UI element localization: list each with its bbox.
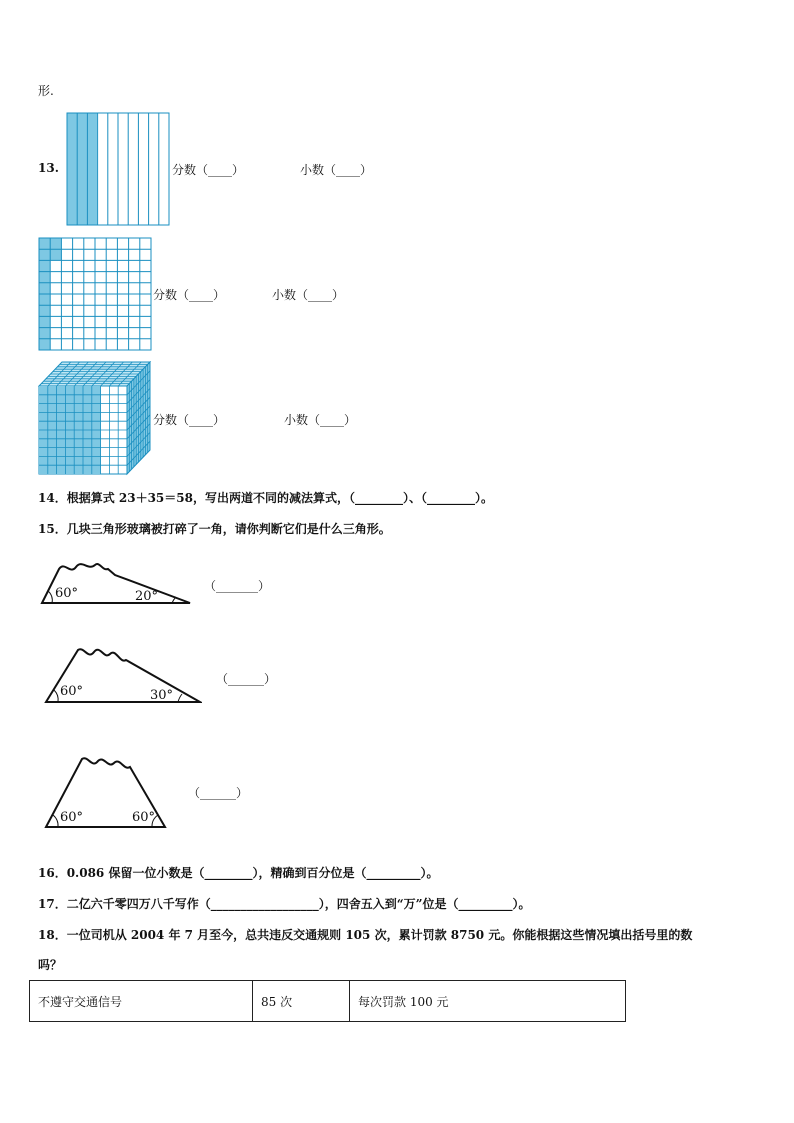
table-cell-fine: 每次罚款 100 元 xyxy=(350,981,626,1022)
question-17: 17．二亿六千零四万八千写作（__________________），四舍五入到“万”位是（_________）。 xyxy=(38,897,531,911)
triangle-3-answer-blank: （______） xyxy=(188,786,249,800)
table-cell-violation-type: 不遵守交通信号 xyxy=(30,981,253,1022)
q13-fig2-fraction-label: 分数（____） xyxy=(153,288,226,302)
question-13-number: 13. xyxy=(38,161,59,175)
previous-question-tail: 形. xyxy=(38,84,54,98)
violations-table xyxy=(29,980,626,1022)
question-18-line-2: 吗？ xyxy=(38,958,63,972)
question-15: 15．几块三角形玻璃被打碎了一角，请你判断它们是什么三角形。 xyxy=(38,522,391,536)
triangle-1-right-angle: 20° xyxy=(135,589,159,604)
q13-fig3-decimal-label: 小数（____） xyxy=(284,413,357,427)
q13-fig1-fraction-label: 分数（____） xyxy=(172,163,245,177)
q13-fig3-fraction-label: 分数（____） xyxy=(153,413,226,427)
question-14: 14．根据算式 23＋35＝58，写出两道不同的减法算式，（________）、（________）。 xyxy=(38,491,493,505)
question-16: 16．0.086 保留一位小数是（________），精确到百分位是（_________）。 xyxy=(38,866,439,880)
q13-strip-figure xyxy=(66,112,170,226)
table-row xyxy=(30,981,626,1022)
question-18-line-1: 18．一位司机从 2004 年 7 月至今，总共违反交通规则 105 次，累计罚款 8750 元。你能根据这些情况填出括号里的数 xyxy=(38,928,693,942)
triangle-3-left-angle: 60° xyxy=(60,810,84,825)
triangle-1-answer-blank: （_______） xyxy=(204,579,271,593)
q13-fig2-decimal-label: 小数（____） xyxy=(272,288,345,302)
q13-grid-figure xyxy=(38,237,152,351)
q13-cube-figure xyxy=(38,361,152,476)
triangle-2-left-angle: 60° xyxy=(60,684,84,699)
triangle-2-answer-blank: （______） xyxy=(216,672,277,686)
triangle-2-right-angle: 30° xyxy=(150,688,174,703)
triangle-1-left-angle: 60° xyxy=(55,586,79,601)
table-cell-count: 85 次 xyxy=(253,981,350,1022)
triangle-3-right-angle: 60° xyxy=(132,810,156,825)
q13-fig1-decimal-label: 小数（____） xyxy=(300,163,373,177)
